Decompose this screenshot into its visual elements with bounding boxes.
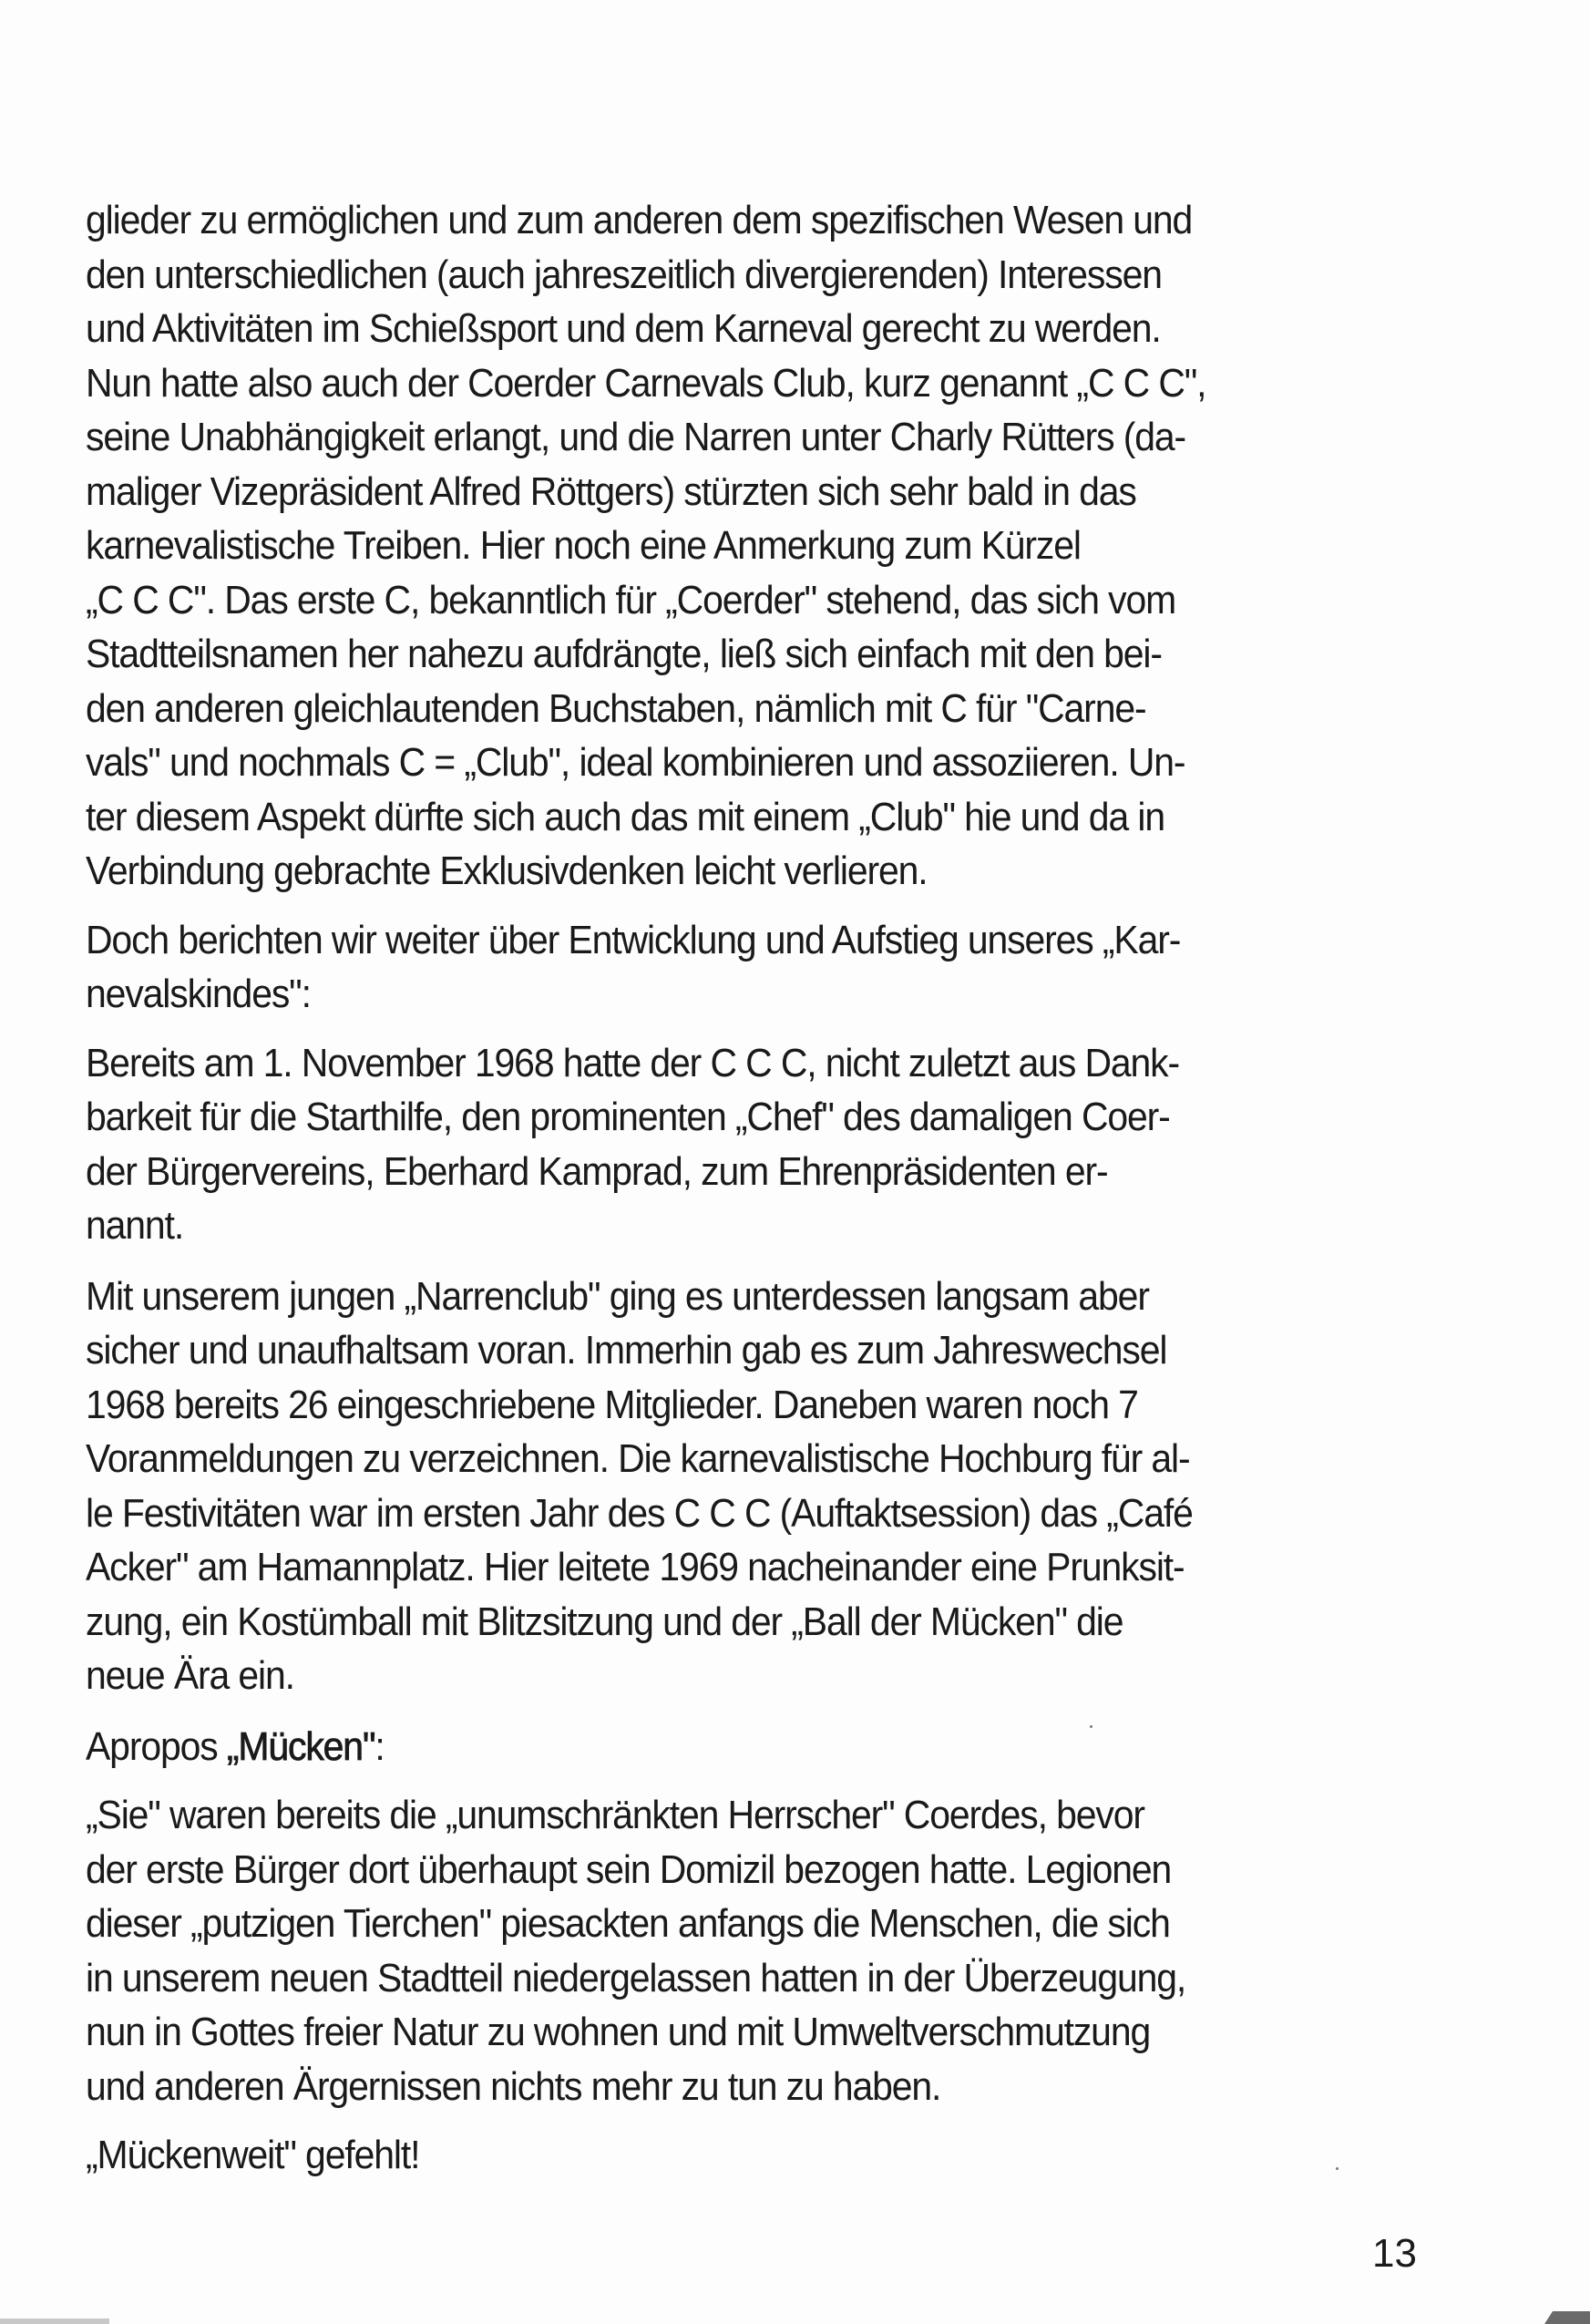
text-line: den anderen gleichlautenden Buchstaben, nämlich mit C für "Carne- xyxy=(86,685,1146,731)
paragraph-honorary-president xyxy=(86,1036,1337,1253)
scan-edge-mark xyxy=(0,2319,109,2324)
paragraph-ccc-history xyxy=(86,193,1337,899)
text-line: den unterschiedlichen (auch jahreszeitlich divergierenden) Interessen xyxy=(86,252,1162,297)
text-line: „Mückenweit" gefehlt! xyxy=(86,2133,420,2177)
text-line: neue Ära ein. xyxy=(86,1653,294,1698)
text-line: glieder zu ermöglichen und zum anderen dem spezifischen Wesen und xyxy=(86,198,1193,242)
subheading-emphasis: „Mücken" xyxy=(226,1723,375,1769)
text-line: maliger Vizepräsident Alfred Röttgers) stürzten sich sehr bald in das xyxy=(86,468,1136,514)
text-line: „Sie" waren bereits die „unumschränkten Herrscher" Coerdes, bevor xyxy=(86,1793,1144,1837)
paragraph-narrenclub-growth xyxy=(86,1270,1337,1703)
text-line: zung, ein Kostümball mit Blitzsitzung und der „Ball der Mücken" die xyxy=(86,1599,1123,1644)
text-line: und anderen Ärgernissen nichts mehr zu tun zu haben. xyxy=(86,2063,941,2109)
text-line: dieser „putzigen Tierchen" piesackten anfangs die Menschen, die sich xyxy=(86,1901,1170,1946)
text-line: der Bürgervereins, Eberhard Kamprad, zum Ehrenpräsidenten er- xyxy=(86,1148,1108,1194)
text-line: Verbindung gebrachte Exklusivdenken leicht verlieren. xyxy=(86,848,928,893)
text-line: Voranmeldungen zu verzeichnen. Die karnevalistische Hochburg für al- xyxy=(86,1436,1190,1481)
text-line: Acker" am Hamannplatz. Hier leitete 1969 nacheinander eine Prunksit- xyxy=(86,1545,1185,1589)
scan-speck xyxy=(1090,1725,1092,1728)
subheading-prefix: Apropos xyxy=(86,1723,227,1769)
text-line: vals" und nochmals C = „Club", ideal kombinieren und assoziieren. Un- xyxy=(86,740,1185,785)
text-line: „C C C". Das erste C, bekanntlich für „Coerder" stehend, das sich vom xyxy=(86,577,1176,622)
text-line: Doch berichten wir weiter über Entwicklung und Aufstieg unseres „Kar- xyxy=(86,917,1181,962)
text-line: Bereits am 1. November 1968 hatte der C C C, nicht zuletzt aus Dank- xyxy=(86,1040,1180,1085)
text-line: der erste Bürger dort überhaupt sein Domizil bezogen hatte. Legionen xyxy=(86,1846,1172,1892)
text-line: nevalskindes": xyxy=(86,972,311,1016)
page-number: 13 xyxy=(1372,2231,1417,2276)
text-line: 1968 bereits 26 eingeschriebene Mitglieder. Daneben waren noch 7 xyxy=(86,1382,1138,1427)
paragraph-development-intro xyxy=(86,913,1337,1022)
text-line: le Festivitäten war im ersten Jahr des C C C (Auftaktsession) das „Café xyxy=(86,1490,1193,1536)
text-line: seine Unabhängigkeit erlangt, und die Narren unter Charly Rütters (da- xyxy=(86,415,1186,459)
subheading-suffix: : xyxy=(374,1723,385,1769)
text-line: ter diesem Aspekt dürfte sich auch das mit einem „Club" hie und da in xyxy=(86,794,1164,839)
text-line: in unserem neuen Stadtteil niedergelassen hatten in der Überzeugung, xyxy=(86,1955,1186,2000)
text-line: nun in Gottes freier Natur zu wohnen und mit Umweltverschmutzung xyxy=(86,2010,1151,2054)
text-line: Mit unserem jungen „Narrenclub" ging es unterdessen langsam aber xyxy=(86,1273,1149,1319)
scan-edge-mark xyxy=(1544,2311,1590,2324)
text-line: sicher und unaufhaltsam voran. Immerhin gab es zum Jahreswechsel xyxy=(86,1328,1167,1373)
text-line: nannt. xyxy=(86,1203,184,1248)
text-line: Nun hatte also auch der Coerder Carnevals Club, kurz genannt „C C C", xyxy=(86,360,1206,406)
body-text xyxy=(86,193,1337,2197)
scan-speck xyxy=(1336,2167,1339,2170)
text-line: barkeit für die Starthilfe, den prominenten „Chef" des damaligen Coer- xyxy=(86,1095,1170,1139)
text-line: karnevalistische Treiben. Hier noch eine Anmerkung zum Kürzel xyxy=(86,523,1081,568)
text-line: und Aktivitäten im Schießsport und dem Karneval gerecht zu werden. xyxy=(86,306,1161,351)
subheading-muecken xyxy=(86,1720,1337,1774)
paragraph-muecken-story xyxy=(86,1788,1337,2113)
text-line: Stadtteilsnamen her nahezu aufdrängte, ließ sich einfach mit den bei- xyxy=(86,632,1162,676)
paragraph-closing-pun xyxy=(86,2128,1337,2183)
